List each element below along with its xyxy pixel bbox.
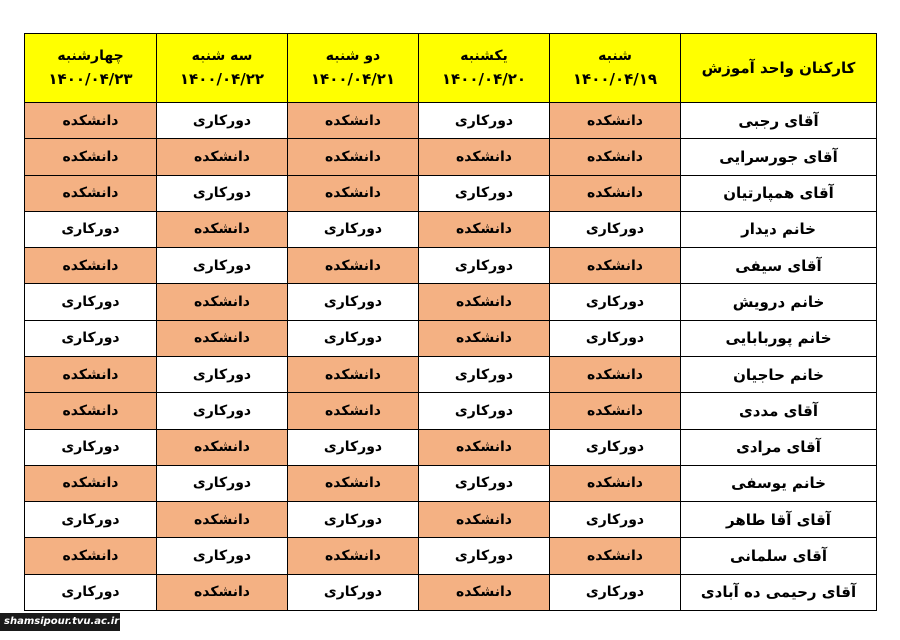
staff-name-cell: آقای سلمانی <box>681 538 877 574</box>
schedule-cell: دورکاری <box>550 502 681 538</box>
schedule-cell: دانشکده <box>550 103 681 139</box>
table-row <box>25 356 877 392</box>
day-header <box>288 34 419 103</box>
schedule-cell: دانشکده <box>550 538 681 574</box>
schedule-cell: دانشکده <box>25 139 157 175</box>
schedule-cell: دانشکده <box>157 139 288 175</box>
table-row <box>25 248 877 284</box>
schedule-cell: دورکاری <box>288 320 419 356</box>
schedule-cell: دانشکده <box>550 356 681 392</box>
schedule-cell: دورکاری <box>288 429 419 465</box>
schedule-cell: دورکاری <box>288 574 419 610</box>
schedule-body <box>25 103 877 611</box>
schedule-cell: دانشکده <box>550 248 681 284</box>
schedule-cell: دورکاری <box>550 429 681 465</box>
schedule-cell: دانشکده <box>25 356 157 392</box>
staff-name-cell: آقای رجبی <box>681 103 877 139</box>
schedule-cell: دانشکده <box>288 356 419 392</box>
day-name: دو شنبه <box>325 48 381 64</box>
day-name: یکشنبه <box>460 48 508 64</box>
staff-name-cell: آقای رحیمی ده آبادی <box>681 574 877 610</box>
schedule-cell: دانشکده <box>288 465 419 501</box>
staff-name-cell: آقای همپارتیان <box>681 175 877 211</box>
table-row <box>25 502 877 538</box>
schedule-cell: دانشکده <box>550 465 681 501</box>
day-date: ۱۴۰۰/۰۴/۲۰ <box>441 70 527 88</box>
schedule-cell: دانشکده <box>288 248 419 284</box>
schedule-cell: دانشکده <box>288 393 419 429</box>
schedule-cell: دانشکده <box>288 175 419 211</box>
schedule-cell: دورکاری <box>419 175 550 211</box>
table-row <box>25 284 877 320</box>
schedule-cell: دورکاری <box>25 429 157 465</box>
schedule-cell: دورکاری <box>25 320 157 356</box>
table-row <box>25 465 877 501</box>
schedule-cell: دانشکده <box>25 103 157 139</box>
table-row <box>25 574 877 610</box>
schedule-cell: دورکاری <box>419 538 550 574</box>
schedule-cell: دانشکده <box>25 248 157 284</box>
schedule-cell: دانشکده <box>157 429 288 465</box>
table-row <box>25 393 877 429</box>
schedule-cell: دورکاری <box>288 211 419 247</box>
staff-name-cell: خانم یوسفی <box>681 465 877 501</box>
staff-name-cell: آقای جورسرایی <box>681 139 877 175</box>
schedule-cell: دورکاری <box>419 356 550 392</box>
schedule-cell: دورکاری <box>25 284 157 320</box>
schedule-cell: دورکاری <box>157 465 288 501</box>
schedule-cell: دورکاری <box>25 211 157 247</box>
day-header <box>157 34 288 103</box>
schedule-cell: دورکاری <box>157 356 288 392</box>
schedule-cell: دورکاری <box>25 502 157 538</box>
schedule-cell: دانشکده <box>25 538 157 574</box>
schedule-cell: دانشکده <box>419 574 550 610</box>
staff-name-cell: خانم پوربابایی <box>681 320 877 356</box>
day-date: ۱۴۰۰/۰۴/۲۱ <box>310 70 396 88</box>
schedule-cell: دانشکده <box>419 139 550 175</box>
staff-name-cell: خانم حاجیان <box>681 356 877 392</box>
day-header <box>550 34 681 103</box>
schedule-cell: دورکاری <box>25 574 157 610</box>
staff-name-cell: آقای مددی <box>681 393 877 429</box>
table-row <box>25 538 877 574</box>
schedule-cell: دورکاری <box>419 103 550 139</box>
day-date: ۱۴۰۰/۰۴/۲۲ <box>179 70 265 88</box>
schedule-cell: دانشکده <box>25 175 157 211</box>
schedule-cell: دورکاری <box>157 393 288 429</box>
table-row <box>25 103 877 139</box>
table-row <box>25 139 877 175</box>
schedule-cell: دانشکده <box>157 502 288 538</box>
table-row <box>25 320 877 356</box>
schedule-cell: دورکاری <box>288 284 419 320</box>
schedule-cell: دانشکده <box>157 320 288 356</box>
schedule-cell: دانشکده <box>157 284 288 320</box>
schedule-cell: دورکاری <box>157 175 288 211</box>
schedule-cell: دانشکده <box>550 139 681 175</box>
schedule-cell: دانشکده <box>550 393 681 429</box>
schedule-cell: دانشکده <box>419 320 550 356</box>
staff-name-cell: آقای مرادی <box>681 429 877 465</box>
staff-column-header: کارکنان واحد آموزش <box>681 34 877 103</box>
site-watermark: shamsipour.tvu.ac.ir <box>0 613 120 631</box>
schedule-cell: دانشکده <box>25 393 157 429</box>
schedule-cell: دورکاری <box>419 465 550 501</box>
day-date: ۱۴۰۰/۰۴/۲۳ <box>48 70 133 88</box>
staff-name-cell: آقای آقا طاهر <box>681 502 877 538</box>
schedule-table <box>24 33 877 611</box>
schedule-cell: دورکاری <box>550 320 681 356</box>
schedule-cell: دانشکده <box>419 502 550 538</box>
schedule-cell: دورکاری <box>550 284 681 320</box>
schedule-cell: دانشکده <box>157 574 288 610</box>
day-date: ۱۴۰۰/۰۴/۱۹ <box>572 70 658 88</box>
staff-name-cell: خانم دیدار <box>681 211 877 247</box>
schedule-cell: دانشکده <box>419 211 550 247</box>
schedule-cell: دانشکده <box>550 175 681 211</box>
table-row <box>25 211 877 247</box>
schedule-cell: دانشکده <box>419 284 550 320</box>
schedule-cell: دانشکده <box>157 211 288 247</box>
table-row <box>25 429 877 465</box>
schedule-cell: دورکاری <box>157 538 288 574</box>
schedule-cell: دورکاری <box>288 502 419 538</box>
schedule-cell: دورکاری <box>550 211 681 247</box>
day-name: چهارشنبه <box>57 48 124 64</box>
schedule-cell: دانشکده <box>25 465 157 501</box>
schedule-cell: دورکاری <box>419 393 550 429</box>
schedule-cell: دورکاری <box>419 248 550 284</box>
schedule-cell: دانشکده <box>288 139 419 175</box>
day-name: سه شنبه <box>191 48 253 64</box>
staff-name-cell: خانم درویش <box>681 284 877 320</box>
schedule-cell: دانشکده <box>288 538 419 574</box>
schedule-cell: دانشکده <box>288 103 419 139</box>
day-header <box>419 34 550 103</box>
header-row <box>25 34 877 103</box>
schedule-cell: دورکاری <box>157 103 288 139</box>
table-row <box>25 175 877 211</box>
staff-name-cell: آقای سیفی <box>681 248 877 284</box>
schedule-cell: دورکاری <box>550 574 681 610</box>
schedule-cell: دورکاری <box>157 248 288 284</box>
schedule-cell: دانشکده <box>419 429 550 465</box>
day-header <box>25 34 157 103</box>
day-name: شنبه <box>598 48 632 64</box>
